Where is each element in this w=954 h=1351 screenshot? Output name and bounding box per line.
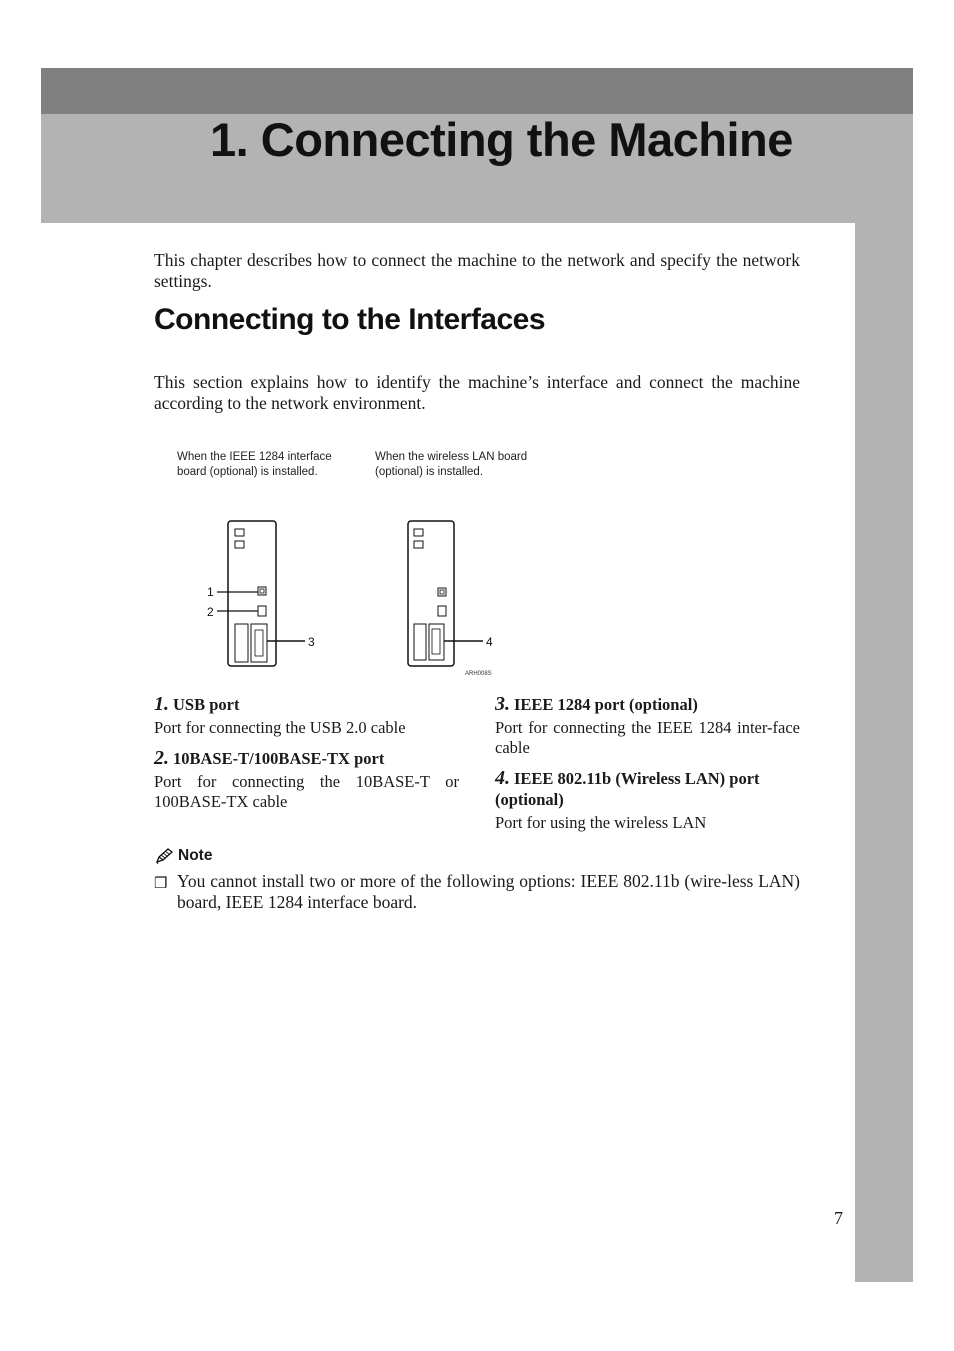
section-title: Connecting to the Interfaces: [154, 303, 546, 336]
item-ieee1284-port: [495, 694, 698, 715]
callout-3: 3: [308, 635, 315, 649]
item-number: 1.: [154, 693, 169, 715]
item-number: 3.: [495, 693, 510, 715]
item-ethernet-port: [154, 748, 384, 769]
item-title: USB port: [173, 695, 240, 714]
checkbox-icon: ❒: [154, 876, 168, 892]
figure-code: ARH008S: [465, 671, 492, 677]
callout-1: 1: [207, 585, 214, 599]
item-wireless-port: [495, 768, 800, 810]
chapter-intro: This chapter describes how to connect the machine to the network and specify the network settings.: [154, 250, 800, 291]
chapter-title: 1. Connecting the Machine: [210, 113, 793, 166]
note-text: You cannot install two or more of the following options: IEEE 802.11b (wire-less LAN) board, IEEE 1284 interface board.: [177, 871, 800, 912]
item-usb-port: [154, 694, 239, 715]
item-title: IEEE 1284 port (optional): [514, 695, 698, 714]
item-ieee1284-desc: Port for connecting the IEEE 1284 inter-face cable: [495, 718, 800, 757]
item-title: 10BASE-T/100BASE-TX port: [173, 749, 385, 768]
header-band-dark: [41, 68, 913, 114]
item-number: 2.: [154, 747, 169, 769]
item-ethernet-desc: Port for connecting the 10BASE-T or 100BASE-TX cable: [154, 772, 459, 811]
figure-caption-ieee1284: When the IEEE 1284 interface board (optional) is installed.: [177, 451, 332, 478]
panel-wireless: [408, 521, 483, 666]
section-intro: This section explains how to identify the machine’s interface and connect the machine according to the network environment.: [154, 372, 800, 413]
item-title: IEEE 802.11b (Wireless LAN) port (optional): [495, 769, 760, 809]
note-heading: [154, 847, 212, 865]
note-label: Note: [178, 847, 213, 864]
callout-2: 2: [207, 605, 214, 619]
page-number: 7: [834, 1208, 843, 1228]
panel-ieee1284: [217, 521, 305, 666]
figure-caption-wireless: When the wireless LAN board (optional) is installed.: [375, 451, 528, 478]
pencil-icon: [154, 847, 174, 865]
interface-diagram: [195, 515, 505, 685]
chapter-side-tab: [855, 223, 913, 1282]
item-usb-desc: Port for connecting the USB 2.0 cable: [154, 718, 406, 737]
item-number: 4.: [495, 767, 510, 789]
note-item: [154, 871, 800, 913]
callout-4: 4: [486, 635, 493, 649]
item-wireless-desc: Port for using the wireless LAN: [495, 813, 707, 832]
